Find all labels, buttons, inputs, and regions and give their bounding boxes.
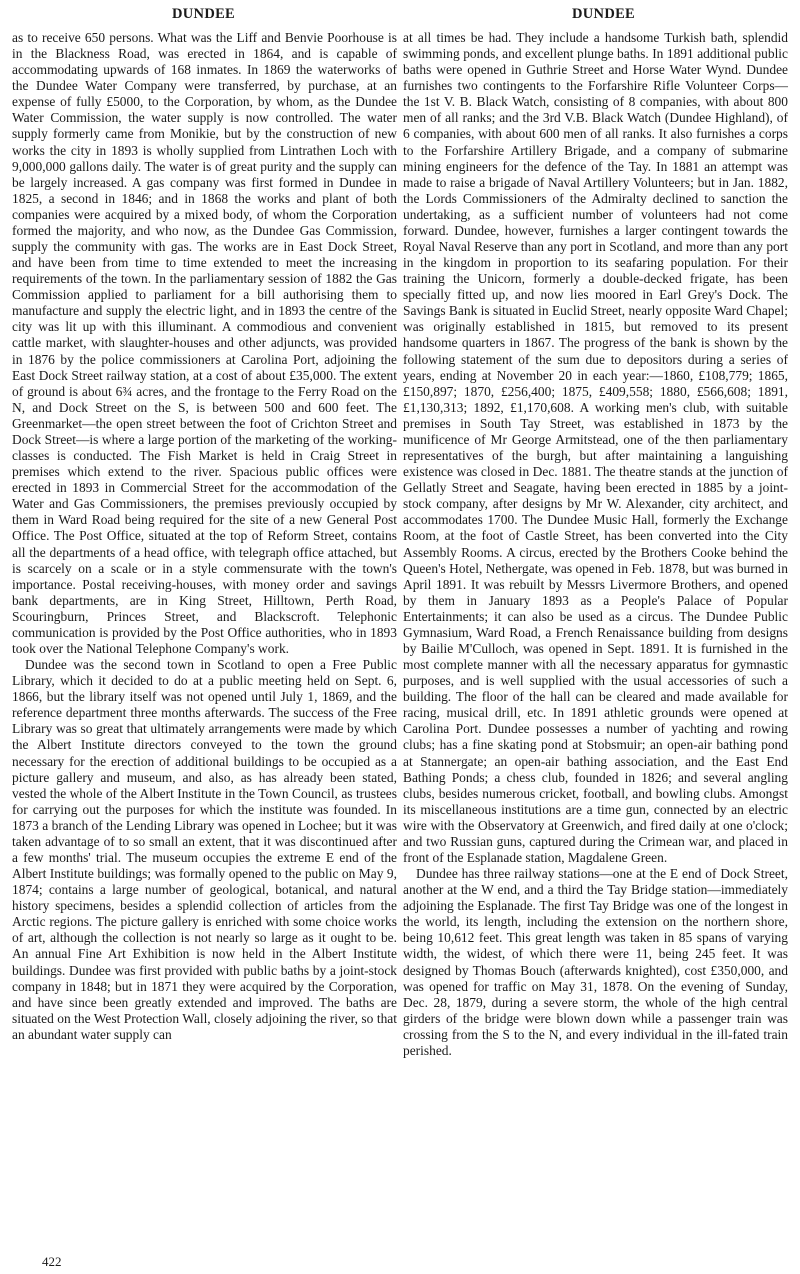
paragraph-baths-volunteers-institutions: at all times be had. They include a handsome Turkish bath, splendid swimming ponds, and excellent plunge baths. In 1891 additional public baths were opened in Guthrie Street and Horse Water Wynd. Dundee furnishes two contingents to the Forfarshire Rifle Volunteer Corps—the 1st V. B. Black Watch, consisting of 8 companies, with about 800 men of all ranks; and the 3rd V.B. Black Watch (Dundee Highland), of 6 companies, with about 600 men of all ranks. It also furnishes a corps to the Forfarshire Artillery Brigade, and a company of submarine mining engineers for the defence of the Tay. In 1881 an attempt was made to raise a brigade of Naval Artillery Volunteers; but in Jan. 1882, the Lords Commissioners of the Admiralty declined to sanction the undertaking, as a sufficient number of volunteers had not come forward. Dundee, however, furnishes a larger contingent towards the Royal Naval Reserve than any port in Scotland, and more than any port in the kingdom in proportion to its seafaring population. For their training the Unicorn, formerly a double-decked frigate, has been specially fitted up, and now lies moored in Earl Grey's Dock. The Savings Bank is situated in Euclid Street, nearly opposite Ward Chapel; was originally established in 1815, but removed to its present handsome quarters in 1867. The progress of the bank is shown by the following statement of the sum due to depositors during a series of years, ending at November 20 in each year:—1860, £108,779; 1865, £150,897; 1870, £256,400; 1875, £409,558; 1880, £566,608; 1891, £1,130,313; 1892, £1,170,608. A working men's club, with suitable premises in South Tay Street, was established in 1873 by the munificence of Mr George Armitstead, one of the then parliamentary representatives of the burgh, but after maintaining a languishing existence was closed in Dec. 1881. The theatre stands at the junction of Gellatly Street and Seagate, having been erected in 1885 by a joint-stock company, after designs by Mr W. Alexander, city architect, and accommodates 1700. The Dundee Music Hall, formerly the Exchange Room, at the foot of Castle Street, has been converted into the City Assembly Rooms. A circus, erected by the Brothers Cooke behind the Queen's Hotel, Nethergate, was opened in Feb. 1878, but was burned in April 1891. It was rebuilt by Messrs Livermore Brothers, and opened by them in January 1893 as a People's Palace of Popular Entertainments; it can also be used as a circus. The Dundee Public Gymnasium, Ward Road, a French Renaissance building from designs by Bailie M'Culloch, was opened in Sept. 1891. It is furnished in the most complete manner with all the necessary apparatus for gymnastic purposes, and is well supplied with the usual accessories of such a building. The floor of the hall can be cleared and made available for racing, musical drill, etc. In 1891 athletic grounds were opened at Carolina Port. Dundee possesses a number of yachting and rowing clubs; has a fine skating pond at Stobsmuir; an open-air bathing pond at Stannergate; an open-air bathing association, and the East End Bathing Ponds; a chess club, founded in 1826; and several angling clubs, besides numerous cricket, football, and bowling clubs. Amongst its miscellaneous institutions are a time gun, connected by an electric wire with the Observatory at Greenwich, and fired daily at one o'clock; and two Russian guns, captured during the Crimean war, and placed in front of the Esplanade station, Magdalene Green. <box>403 30 788 865</box>
paragraph-waterworks-gas-markets-post: as to receive 650 persons. What was the Liff and Benvie Poorhouse is in the Blackness Road, was erected in 1864, and is capable of accommodating upwards of 168 inmates. In 1869 the waterworks of the Dundee Water Company were transferred, by purchase, at an expense of fully £5000, to the Corporation, by whom, as the Dundee Water Commission, the water supply is now controlled. The water supply formerly came from Monikie, but by the construction of new works the city in 1893 is wholly supplied from Lintrathen Loch with 9,000,000 gallons daily. The water is of great purity and the supply can be largely increased. A gas company was first formed in Dundee in 1825, a second in 1846; and in 1868 the works and plant of both companies were acquired by a mixed body, of whom the Corporation formed the majority, and who now, as the Dundee Gas Commission, supply the community with gas. The works are in East Dock Street, and have been from time to time extended to meet the increasing requirements of the town. In the parliamentary session of 1882 the Gas Commission applied to parliament for a bill authorising them to manufacture and supply the electric light, and in 1893 the centre of the city was lit up with this illuminant. A commodious and convenient cattle market, with slaughter-houses and other adjuncts, was provided in 1876 by the police commissioners at Carolina Port, adjoining the East Dock Street railway station, at a cost of about £35,000. The extent of ground is about 6¾ acres, and the frontage to the Ferry Road on the N, and Dock Street on the S, is between 500 and 600 feet. The Greenmarket—the open street between the foot of Crichton Street and Dock Street—is where a large portion of the marketing of the working-classes is conducted. The Fish Market is held in Craig Street in premises which extend to the river. Spacious public offices were erected in 1893 in Commercial Street for the accommodation of the Water and Gas Commissioners, the premises previously occupied by them in Ward Road being required for the site of a new General Post Office. The Post Office, situated at the top of Reform Street, contains all the departments of a head office, with telegraph office attached, but is scarcely on a scale or in a style commensurate with the town's importance. Postal receiving-houses, with money order and savings bank departments, are in King Street, Hilltown, Perth Road, Scouringburn, Princes Street, and Blackscroft. Telephonic communication is provided by the Post Office authorities, who in 1893 took over the National Telephone Company's work. <box>12 30 397 656</box>
paragraph-library-museum-baths: Dundee was the second town in Scotland to open a Free Public Library, which it decided to do at a public meeting held on Sept. 6, 1866, but the library itself was not opened until July 1, 1869, and the reference department three months afterwards. The success of the Free Library was so great that ultimately arrangements were made by which the Albert Institute directors conveyed to the town the ground necessary for the erection of additional buildings to be occupied as a picture gallery and museum, and also, as has already been stated, vested the whole of the Albert Institute in the Town Council, as trustees for carrying out the purposes for which the institute was founded. In 1873 a branch of the Lending Library was opened in Lochee; but it was taken advantage of to so small an extent, that it was discontinued after a few months' trial. The museum occupies the extreme E end of the Albert Institute buildings; was formally opened to the public on May 9, 1874; contains a large number of geological, botanical, and natural history specimens, besides a splendid collection of articles from the Arctic regions. The picture gallery is enriched with some choice works of art, although the collection is not nearly so large as it ought to be. An annual Fine Art Exhibition is now held in the Albert Institute buildings. Dundee was first provided with public baths by a joint-stock company in 1848; but in 1871 they were acquired by the Corporation, and have since been greatly extended and improved. The baths are situated on the West Protection Wall, closely adjoining the river, so that an abundant water supply can <box>12 657 397 1042</box>
running-title-right: DUNDEE <box>572 6 636 22</box>
right-column <box>403 30 788 1059</box>
running-header <box>0 6 800 26</box>
left-column <box>12 30 397 1043</box>
running-title-left: DUNDEE <box>172 6 236 22</box>
page-number: 422 <box>42 1254 62 1269</box>
paragraph-railway-tay-bridge: Dundee has three railway stations—one at the E end of Dock Street, another at the W end, and a third the Tay Bridge station—immediately adjoining the Esplanade. The first Tay Bridge was one of the longest in the world, its length, including the extension on the northern shore, being 10,612 feet. This great length was taken in 85 spans of varying width, the widest, of which there were 11, being 245 feet. It was designed by Thomas Bouch (afterwards knighted), cost £350,000, and was opened for traffic on May 31, 1878. On the evening of Sunday, Dec. 28, 1879, during a severe storm, the whole of the high central girders of the bridge were blown down while a passenger train was crossing from the S to the N, and every individual in the ill-fated train perished. <box>403 866 788 1058</box>
